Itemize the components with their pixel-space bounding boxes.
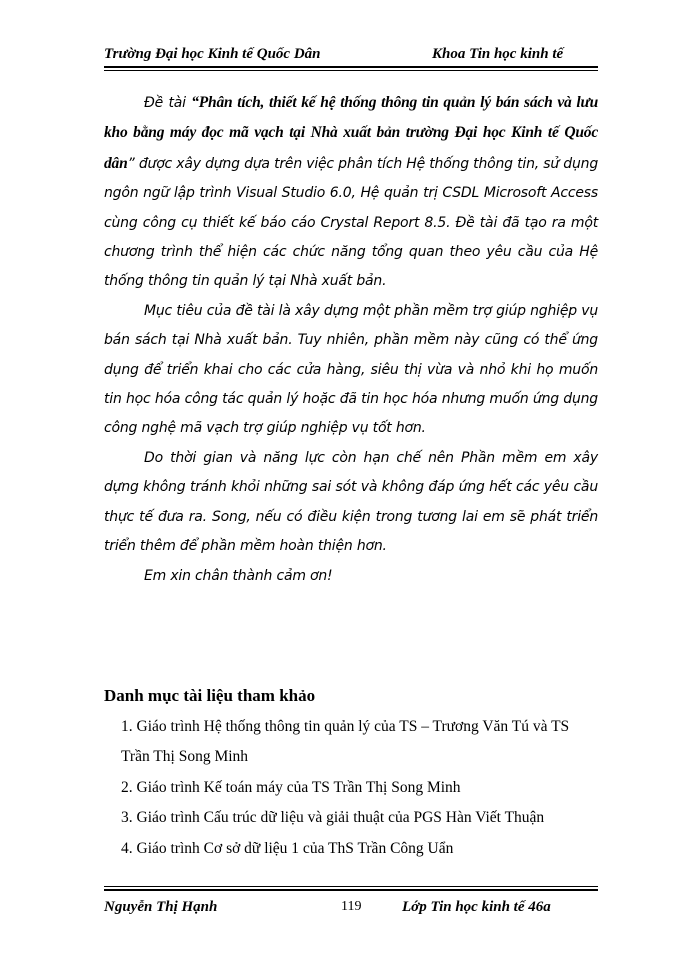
reference-item: 4. Giáo trình Cơ sở dữ liệu 1 của ThS Trần Công Uẩn xyxy=(121,839,454,857)
references-title: Danh mục tài liệu tham khảo xyxy=(104,686,316,705)
reference-item: 3. Giáo trình Cấu trúc dữ liệu và giải thuật của PGS Hàn Viết Thuận xyxy=(121,809,545,827)
footer-rule-thin xyxy=(104,886,598,887)
page-footer xyxy=(104,899,598,921)
reference-item: 1. Giáo trình Hệ thống thông tin quản lý của TS – Trương Văn Tú và TS Trần Thị Song Minh xyxy=(121,718,570,766)
header-rule-thin xyxy=(104,70,598,71)
footer-author: Nguyễn Thị Hạnh xyxy=(104,899,218,915)
paragraph-1-prefix: Đề tài xyxy=(144,95,192,111)
footer-class: Lớp Tin học kinh tế 46a xyxy=(402,899,551,915)
paragraph-1-rest: ” được xây dựng dựa trên việc phân tích Hệ thống thông tin, sử dụng ngôn ngữ lập trình Visual Studio 6.0, Hệ quản trị CSDL Microsoft Access cùng công cụ thiết kế báo cáo Crystal Report 8.5. Đề tài đã tạo ra một chương trình thể hiện các chức năng tổng quan theo yêu cầu của Hệ thống thông tin quản lý tại Nhà xuất bản. xyxy=(104,155,598,290)
header-faculty: Khoa Tin học kinh tế xyxy=(432,46,564,62)
references-list xyxy=(104,712,598,864)
thesis-title: “Phân tích, thiết kế hệ thống thông tin quản lý bán sách và lưu kho bằng máy đọc mã vạch tại Nhà xuất bản trường Đại học Kinh tế Quốc dân xyxy=(104,94,598,172)
paragraph-3: Do thời gian và năng lực còn hạn chế nên Phần mềm em xây dựng không tránh khỏi những sai sót và không đáp ứng hết các yêu cầu thực tế đưa ra. Song, nếu có điều kiện trong tương lai em sẽ phát triển triển thêm để phần mềm hoàn thiện hơn. xyxy=(104,449,598,555)
page-number: 119 xyxy=(341,899,362,914)
paragraph-4: Em xin chân thành cảm ơn! xyxy=(144,567,333,584)
header-university: Trường Đại học Kinh tế Quốc Dân xyxy=(104,46,321,62)
references-section xyxy=(104,686,598,864)
conclusion-body xyxy=(104,88,598,591)
footer-rule xyxy=(104,889,598,891)
reference-item: 2. Giáo trình Kế toán máy của TS Trần Thị Song Minh xyxy=(121,778,461,796)
paragraph-1 xyxy=(104,88,598,297)
paragraph-2: Mục tiêu của đề tài là xây dựng một phần mềm trợ giúp nghiệp vụ bán sách tại Nhà xuất bản. Tuy nhiên, phần mềm này cũng có thể ứng dụng để triển khai cho các cửa hàng, siêu thị vừa và nhỏ khi họ muốn tin học hóa công tác quản lý hoặc đã tin học hóa nhưng muốn ứng dụng công nghệ mã vạch trợ giúp nghiệp vụ tốt hơn. xyxy=(104,302,598,437)
header-rule xyxy=(104,66,598,68)
page-header xyxy=(104,42,598,66)
